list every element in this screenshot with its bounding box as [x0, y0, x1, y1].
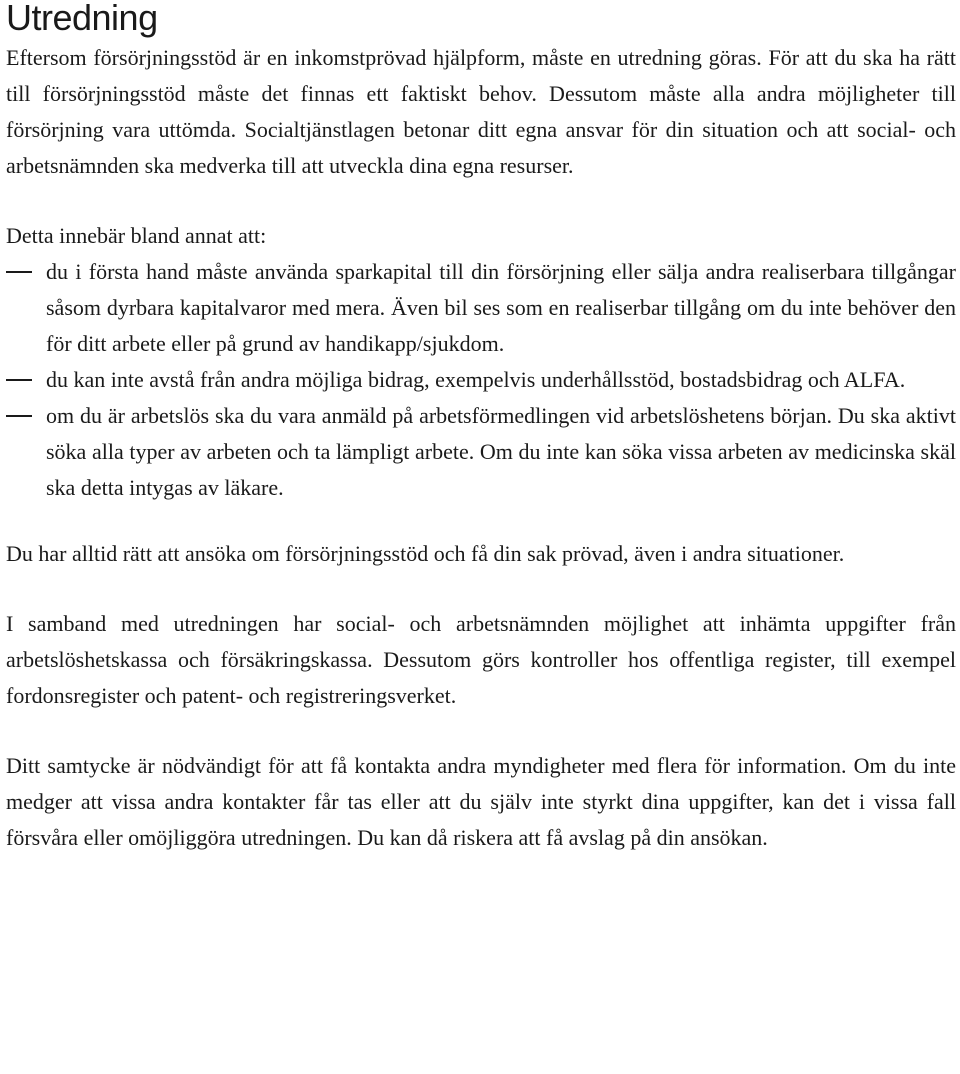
dash-bullet-icon [6, 379, 32, 381]
list-item-text: du i första hand måste använda sparkapital till din försörjning eller sälja andra realiserbara tillgångar såsom dyrbara kapitalvaror med mera. Även bil ses som en realiserbar tillgång om du inte behöver den för ditt arbete eller på grund av handikapp/sjukdom. [46, 259, 956, 356]
list-item-text: du kan inte avstå från andra möjliga bidrag, exempelvis underhållsstöd, bostadsbidrag och ALFA. [46, 367, 906, 392]
list-intro-paragraph: Detta innebär bland annat att: [6, 223, 267, 248]
list-item [6, 254, 956, 362]
dash-bullet-icon [6, 415, 32, 417]
information-paragraph: I samband med utredningen har social- och arbetsnämnden möjlighet att inhämta uppgifter från arbetslöshetskassa och försäkringskassa. Dessutom görs kontroller hos offentliga register, till exempel fordonsregister och patent- och registreringsverket. [6, 611, 956, 708]
right-to-apply-paragraph: Du har alltid rätt att ansöka om försörjningsstöd och få din sak prövad, även i andra situationer. [6, 541, 845, 566]
consent-paragraph: Ditt samtycke är nödvändigt för att få kontakta andra myndigheter med flera för information. Om du inte medger att vissa andra kontakter får tas eller att du själv inte styrkt dina uppgifter, kan det i vissa fall försvåra eller omöjliggöra utredningen. Du kan då riskera att få avslag på din ansökan. [6, 753, 956, 850]
list-item [6, 362, 956, 398]
list-item [6, 398, 956, 506]
intro-paragraph: Eftersom försörjningsstöd är en inkomstprövad hjälpform, måste en utredning göras. För att du ska ha rätt till försörjningsstöd måste det finnas ett faktiskt behov. Dessutom måste alla andra möjligheter till försörjning vara uttömda. Socialtjänstlagen betonar ditt egna ansvar för din situation och att social- och arbetsnämnden ska medverka till att utveckla dina egna resurser. [6, 45, 956, 178]
dash-bullet-icon [6, 271, 32, 273]
list-item-text: om du är arbetslös ska du vara anmäld på arbetsförmedlingen vid arbetslöshetens början. Du ska aktivt söka alla typer av arbeten och ta lämpligt arbete. Om du inte kan söka vissa arbeten av medicinska skäl ska detta intygas av läkare. [46, 403, 956, 500]
page-title: Utredning [6, 0, 158, 38]
document-page [6, 0, 956, 856]
conditions-list [6, 254, 956, 506]
